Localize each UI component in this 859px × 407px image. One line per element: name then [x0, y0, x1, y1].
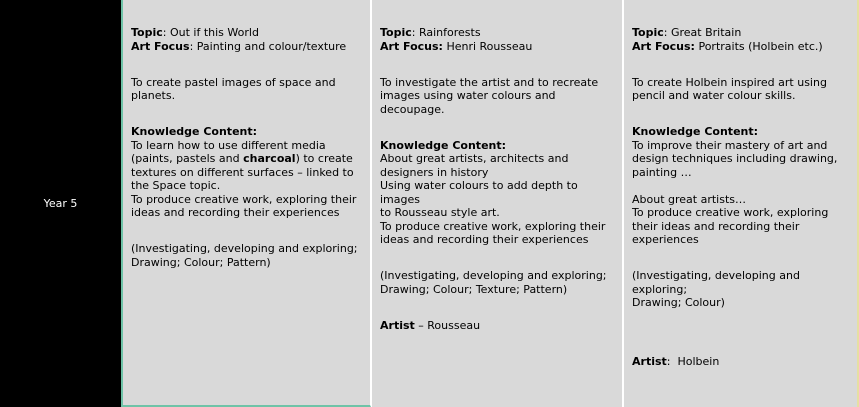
aim-line: To create pastel images of space and — [131, 75, 336, 89]
knowledge-line: painting … — [632, 165, 692, 179]
year-label: Year 5 — [43, 197, 78, 210]
knowledge-line: To produce creative work, exploring their — [380, 219, 606, 233]
aim-line: images using water colours and decoupage. — [380, 89, 560, 116]
topic-line: Topic: Rainforests — [380, 26, 481, 39]
knowledge-line: To produce creative work, exploring their — [131, 192, 357, 206]
knowledge-line: design techniques including drawing, — [632, 152, 838, 165]
year-cell — [0, 0, 123, 407]
knowledge-line: to Rousseau style art. — [380, 206, 500, 219]
art-focus-line: Art Focus: Painting and colour/texture — [131, 39, 347, 53]
skills-line: Drawing; Colour) — [632, 296, 725, 309]
knowledge-line: Using water colours to add depth to images — [380, 179, 582, 206]
aim-line: planets. — [131, 89, 176, 102]
artist-line: Artist: Holbein — [632, 355, 720, 368]
extra-line: About great artists… — [632, 192, 747, 206]
knowledge-line: About great artists, architects and — [380, 152, 569, 165]
skills-line: Drawing; Colour; Texture; Pattern) — [380, 282, 568, 296]
knowledge-line: To improve their mastery of art and — [632, 138, 828, 152]
aim-line: pencil and water colour skills. — [632, 89, 796, 102]
term-column-great-britain — [623, 0, 859, 407]
knowledge-line: ideas and recording their experiences — [131, 206, 340, 219]
knowledge-line: textures on different surfaces – linked to — [131, 165, 354, 179]
knowledge-heading: Knowledge Content: — [380, 138, 507, 152]
skills-line: (Investigating, developing and exploring; — [632, 269, 804, 296]
knowledge-line: To learn how to use different media — [131, 138, 326, 152]
aim-line: To create Holbein inspired art using — [632, 75, 827, 89]
knowledge-heading: Knowledge Content: — [131, 125, 258, 138]
aim-line: To investigate the artist and to recreate — [380, 75, 599, 89]
extra-line: their ideas and recording their — [632, 219, 800, 233]
skills-line: (Investigating, developing and exploring; — [380, 269, 607, 282]
extra-line: experiences — [632, 233, 699, 246]
topic-line: Topic: Great Britain — [632, 26, 742, 39]
art-focus-line: Art Focus: Portraits (Holbein etc.) — [632, 39, 823, 53]
knowledge-line: designers in history — [380, 165, 489, 179]
knowledge-line: the Space topic. — [131, 179, 221, 192]
art-focus-line: Art Focus: Henri Rousseau — [380, 39, 533, 53]
extra-line: To produce creative work, exploring — [632, 206, 829, 219]
knowledge-line: (paints, pastels and charcoal) to create — [131, 152, 353, 165]
artist-line: Artist – Rousseau — [380, 318, 481, 332]
skills-line: (Investigating, developing and exploring; — [131, 242, 358, 255]
term-column-rainforests — [371, 0, 623, 407]
knowledge-line: ideas and recording their experiences — [380, 233, 589, 246]
skills-line: Drawing; Colour; Pattern) — [131, 255, 271, 269]
knowledge-heading: Knowledge Content: — [632, 125, 759, 138]
topic-line: Topic: Out if this World — [131, 26, 259, 39]
term-column-space — [123, 0, 371, 407]
